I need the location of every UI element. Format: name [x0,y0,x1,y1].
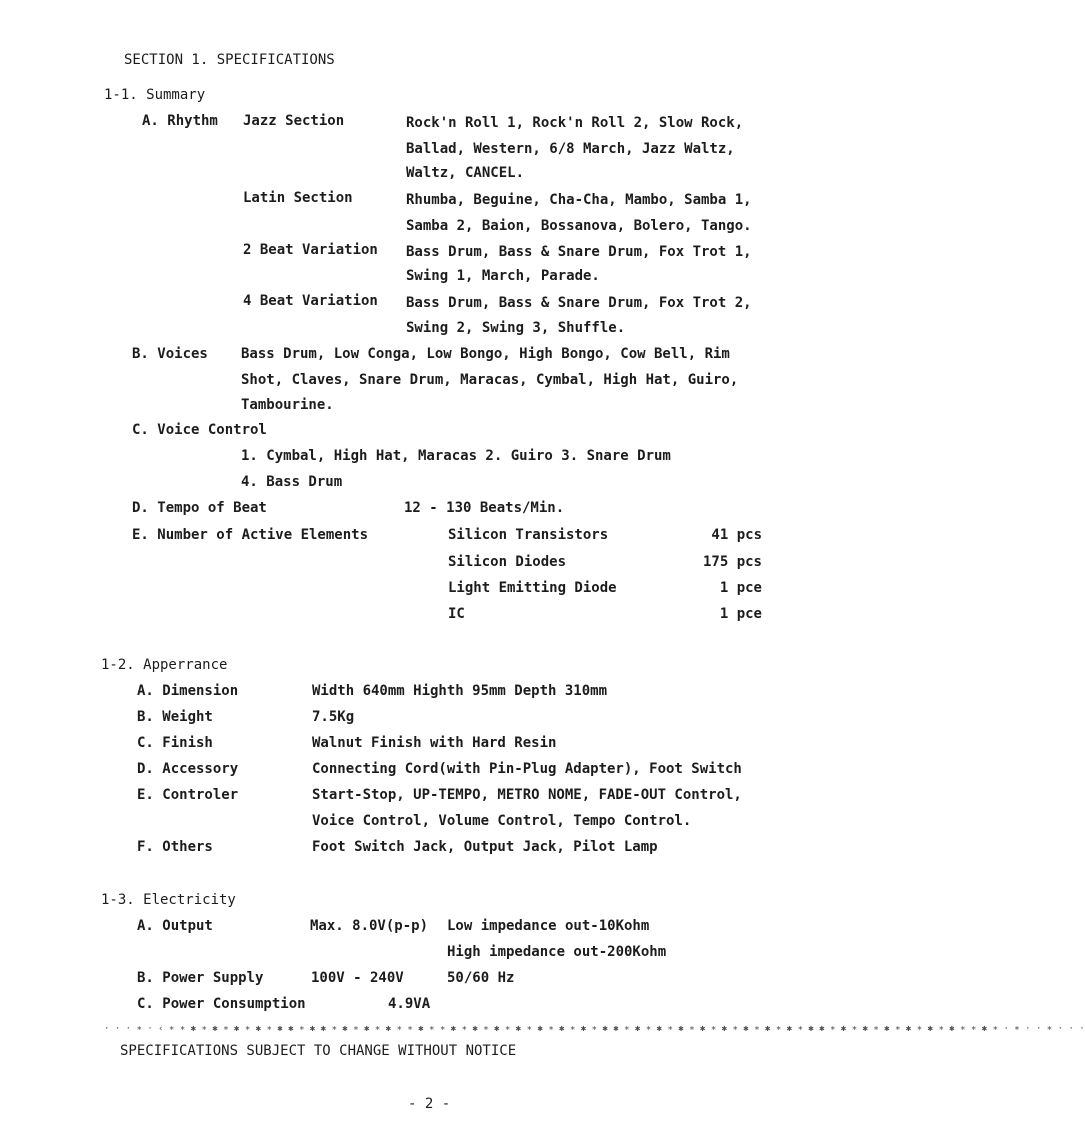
output-max: Max. 8.0V(p-p) [310,918,429,934]
spec-value: Foot Switch Jack, Output Jack, Pilot Lamp [312,839,658,855]
element-name: Silicon Diodes [448,554,567,570]
tempo-value: 12 - 130 Beats/Min. [404,500,565,516]
beat2-line-2: Swing 1, March, Parade. [406,268,600,284]
spec-value: Width 640mm Highth 95mm Depth 310mm [312,683,608,699]
spec-label: C. Finish [137,735,213,751]
element-count: 1 pce [719,606,762,622]
latin-section-label: Latin Section [243,190,353,206]
rhythm-label: A. Rhythm [142,113,218,129]
page-number: - 2 - [408,1096,451,1112]
active-elements-label: E. Number of Active Elements [132,527,369,543]
spec-label: D. Accessory [137,761,239,777]
change-notice: SPECIFICATIONS SUBJECT TO CHANGE WITHOUT NOTICE [120,1043,517,1059]
voice-control-line-1: 1. Cymbal, High Hat, Maracas 2. Guiro 3. Snare Drum [241,448,671,464]
spec-value: Walnut Finish with Hard Resin [312,735,557,751]
voices-label: B. Voices [132,346,208,362]
section-title: SECTION 1. SPECIFICATIONS [124,52,335,68]
jazz-line-3: Waltz, CANCEL. [406,165,525,181]
spec-label: B. Weight [137,709,213,725]
spec-label: F. Others [137,839,213,855]
tempo-label: D. Tempo of Beat [132,500,267,516]
appearance-heading: 1-2. Apperrance [101,657,228,673]
element-name: IC [448,606,465,622]
power-supply-label: B. Power Supply [137,970,264,986]
jazz-section-label: Jazz Section [243,113,345,129]
beat4-line-1: Bass Drum, Bass & Snare Drum, Fox Trot 2, [406,295,752,311]
latin-line-1: Rhumba, Beguine, Cha-Cha, Mambo, Samba 1, [406,192,752,208]
voices-line-1: Bass Drum, Low Conga, Low Bongo, High Bongo, Cow Bell, Rim [241,346,730,362]
element-count: 175 pcs [702,554,762,570]
element-name: Light Emitting Diode [448,580,617,596]
spec-label: E. Controler [137,787,239,803]
power-consumption-value: 4.9VA [388,996,431,1012]
jazz-line-1: Rock'n Roll 1, Rock'n Roll 2, Slow Rock, [406,115,744,131]
voice-control-line-2: 4. Bass Drum [241,474,343,490]
output-low-impedance: Low impedance out-10Kohm [447,918,650,934]
spec-value: Connecting Cord(with Pin-Plug Adapter), Foot Switch [312,761,742,777]
beat4-label: 4 Beat Variation [243,293,378,309]
power-consumption-label: C. Power Consumption [137,996,306,1012]
beat2-line-1: Bass Drum, Bass & Snare Drum, Fox Trot 1, [406,244,752,260]
output-label: A. Output [137,918,213,934]
spec-label: A. Dimension [137,683,239,699]
summary-heading: 1-1. Summary [104,87,206,103]
element-name: Silicon Transistors [448,527,609,543]
voices-line-3: Tambourine. [241,397,334,413]
beat2-label: 2 Beat Variation [243,242,378,258]
electricity-heading: 1-3. Electricity [101,892,236,908]
latin-line-2: Samba 2, Baion, Bossanova, Bolero, Tango. [406,218,752,234]
element-count: 41 pcs [711,527,762,543]
spec-value: Start-Stop, UP-TEMPO, METRO NOME, FADE-OUT Control, [312,787,742,803]
spec-value: 7.5Kg [312,709,355,725]
power-supply-frequency: 50/60 Hz [447,970,515,986]
beat4-line-2: Swing 2, Swing 3, Shuffle. [406,320,626,336]
element-count: 1 pce [719,580,762,596]
voices-line-2: Shot, Claves, Snare Drum, Maracas, Cymbal, High Hat, Guiro, [241,372,739,388]
output-high-impedance: High impedance out-200Kohm [447,944,667,960]
jazz-line-2: Ballad, Western, 6/8 March, Jazz Waltz, [406,141,735,157]
asterisk-divider: · · · ∗ · ‹ ∗ ∗ ✱ ∗ ✱ ∗ ✱ ∗ ✱ ∗ ✱ ✱ ∗ ✱ ✱ ∗ ✱ ∗ ✱ ∗ ✱ ∗ ∗ ✱ ∗ ∗ ✱ ∗ ✱ ∗ ✱ ∗ ✱ ∗ ✱ ∗ ✱ ∗ ✱ ∗ ✱ ✱ ∗ ✱ ∗ ✱ ∗ ✱ ∗ ✱ ∗ ✱ ∗ ✱ ∗ ✱ ∗ ✱ ∗ ✱ ✱ ∗ ✱ ∗ ✱ ∗ ✱ ∗ ✱ ∗ ✱ ∗ ✱ ∗ ∗ ✱ ∗ · ∗ · · ∗ · · · [104,1024,1085,1034]
spec-value: Voice Control, Volume Control, Tempo Control. [312,813,692,829]
voice-control-label: C. Voice Control [132,422,267,438]
power-supply-voltage: 100V - 240V [311,970,404,986]
